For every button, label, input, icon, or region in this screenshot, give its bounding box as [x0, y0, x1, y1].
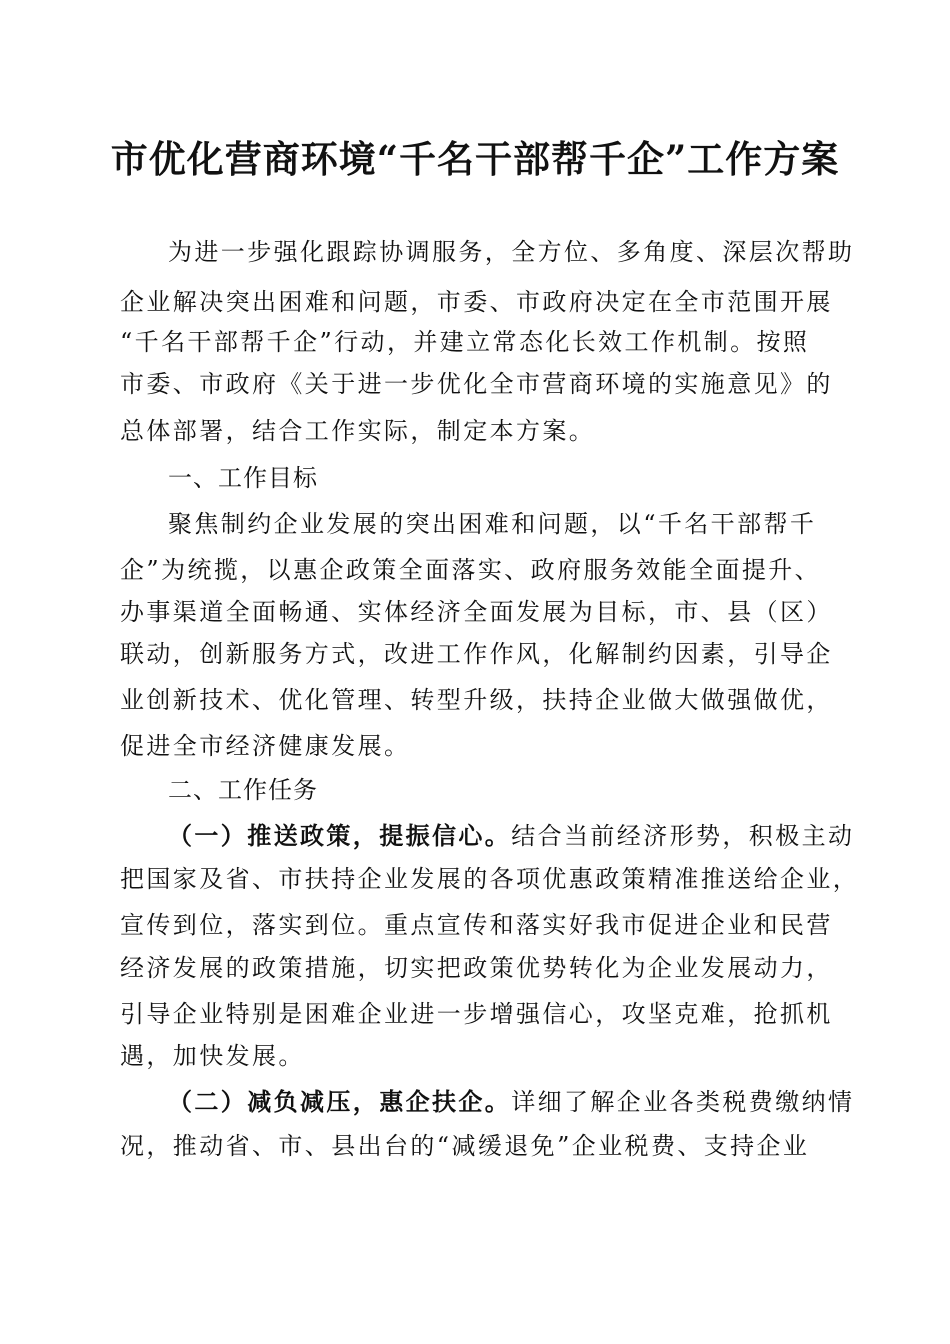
paragraph-line: 聚焦制约企业发展的突出困难和问题，以“千名干部帮千 — [168, 510, 817, 538]
paragraph-line: 企”为统揽，以惠企政策全面落实、政府服务效能全面提升、 — [120, 556, 822, 584]
paragraph-line: 联动，创新服务方式，改进工作作风，化解制约因素，引导企 — [120, 640, 833, 668]
paragraph-line: 宣传到位，落实到位。重点宣传和落实好我市促进企业和民营 — [120, 911, 833, 939]
paragraph-line: 业创新技术、优化管理、转型升级，扶持企业做大做强做优， — [120, 686, 833, 714]
item-lead: （一）推送政策，提振信心。 — [168, 821, 512, 850]
intro-line: 企业解决突出困难和问题，市委、市政府决定在全市范围开展 — [120, 288, 833, 316]
intro-line: “千名干部帮千企”行动，并建立常态化长效工作机制。按照 — [120, 328, 810, 356]
paragraph-line: 促进全市经济健康发展。 — [120, 732, 411, 760]
intro-line: 市委、市政府《关于进一步优化全市营商环境的实施意见》的 — [120, 370, 833, 398]
intro-line: 总体部署，结合工作实际，制定本方案。 — [120, 417, 596, 445]
paragraph-line: 引导企业特别是困难企业进一步增强信心，攻坚克难，抢抓机 — [120, 1000, 833, 1028]
paragraph-line: 把国家及省、市扶持企业发展的各项优惠政策精准推送给企业， — [120, 865, 860, 893]
item-text: 详细了解企业各类税费缴纳情 — [511, 1088, 855, 1116]
item-lead: （二）减负减压，惠企扶企。 — [168, 1087, 512, 1116]
document-title: 市优化营商环境“千名干部帮千企”工作方案 — [110, 137, 840, 181]
paragraph-line — [168, 820, 854, 852]
paragraph-line — [168, 1086, 854, 1118]
section-heading: 二、工作任务 — [168, 776, 318, 804]
paragraph-line: 经济发展的政策措施，切实把政策优势转化为企业发展动力， — [120, 954, 833, 982]
item-text: 结合当前经济形势，积极主动 — [511, 822, 855, 850]
intro-line: 为进一步强化跟踪协调服务，全方位、多角度、深层次帮助 — [168, 238, 855, 266]
paragraph-line: 况，推动省、市、县出台的“减缓退免”企业税费、支持企业 — [120, 1132, 810, 1160]
paragraph-line: 办事渠道全面畅通、实体经济全面发展为目标，市、县（区） — [120, 598, 833, 626]
section-heading: 一、工作目标 — [168, 464, 318, 492]
paragraph-line: 遇，加快发展。 — [120, 1042, 305, 1070]
